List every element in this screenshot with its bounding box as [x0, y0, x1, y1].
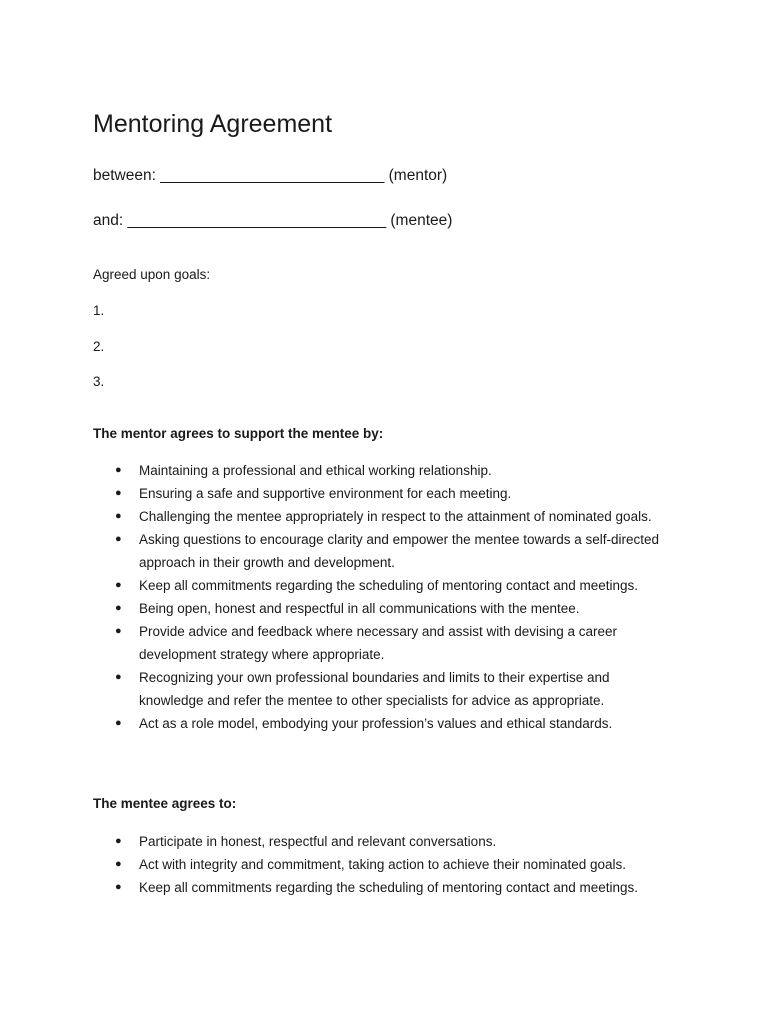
- list-item-text: Act as a role model, embodying your profession’s values and ethical standards.: [139, 716, 613, 731]
- bullet-icon: ●: [115, 625, 122, 637]
- mentee-commitments-list: [93, 830, 673, 899]
- mentor-commitments-list: [93, 459, 673, 735]
- list-item-text: Provide advice and feedback where necessary and assist with devising a career development strategy where appropriate.: [139, 624, 618, 662]
- bullet-icon: ●: [115, 671, 122, 683]
- list-item: [93, 482, 673, 505]
- list-item: [93, 712, 673, 735]
- mentor-section-heading: The mentor agrees to support the mentee by:: [93, 426, 384, 441]
- list-item-text: Keep all commitments regarding the scheduling of mentoring contact and meetings.: [139, 578, 639, 593]
- list-item: [93, 459, 673, 482]
- document-title: Mentoring Agreement: [93, 110, 333, 138]
- bullet-icon: ●: [115, 881, 122, 893]
- list-item: [93, 620, 673, 666]
- bullet-icon: ●: [115, 717, 122, 729]
- list-item-text: Maintaining a professional and ethical working relationship.: [139, 463, 492, 478]
- list-item-text: Keep all commitments regarding the scheduling of mentoring contact and meetings.: [139, 880, 639, 895]
- bullet-icon: ●: [115, 858, 122, 870]
- list-item-text: Challenging the mentee appropriately in respect to the attainment of nominated goals.: [139, 509, 652, 524]
- mentee-party-line: and: ______________________________ (mentee): [93, 212, 453, 229]
- list-item: [93, 876, 673, 899]
- list-item-text: Asking questions to encourage clarity and empower the mentee towards a self-directed approach in their growth and development.: [139, 532, 660, 570]
- list-item-text: Being open, honest and respectful in all communications with the mentee.: [139, 601, 580, 616]
- bullet-icon: ●: [115, 487, 122, 499]
- list-item: [93, 528, 673, 574]
- bullet-icon: ●: [115, 533, 122, 545]
- bullet-icon: ●: [115, 510, 122, 522]
- list-item: [93, 853, 673, 876]
- bullet-icon: ●: [115, 579, 122, 591]
- list-item: [93, 574, 673, 597]
- list-item-text: Participate in honest, respectful and relevant conversations.: [139, 834, 497, 849]
- bullet-icon: ●: [115, 464, 122, 476]
- list-item: [93, 666, 673, 712]
- list-item-text: Ensuring a safe and supportive environment for each meeting.: [139, 486, 512, 501]
- goal-item-2: 2.: [93, 339, 105, 354]
- list-item: [93, 505, 673, 528]
- list-item: [93, 830, 673, 853]
- mentor-party-line: between: __________________________ (mentor): [93, 167, 448, 184]
- bullet-icon: ●: [115, 602, 122, 614]
- list-item-text: Recognizing your own professional boundaries and limits to their expertise and knowledge and refer the mentee to other specialists for advice as appropriate.: [139, 670, 610, 708]
- mentee-section-heading: The mentee agrees to:: [93, 796, 237, 811]
- list-item: [93, 597, 673, 620]
- goals-heading: Agreed upon goals:: [93, 267, 211, 282]
- bullet-icon: ●: [115, 835, 122, 847]
- list-item-text: Act with integrity and commitment, taking action to achieve their nominated goals.: [139, 857, 626, 872]
- goal-item-3: 3.: [93, 374, 105, 389]
- goal-item-1: 1.: [93, 303, 105, 318]
